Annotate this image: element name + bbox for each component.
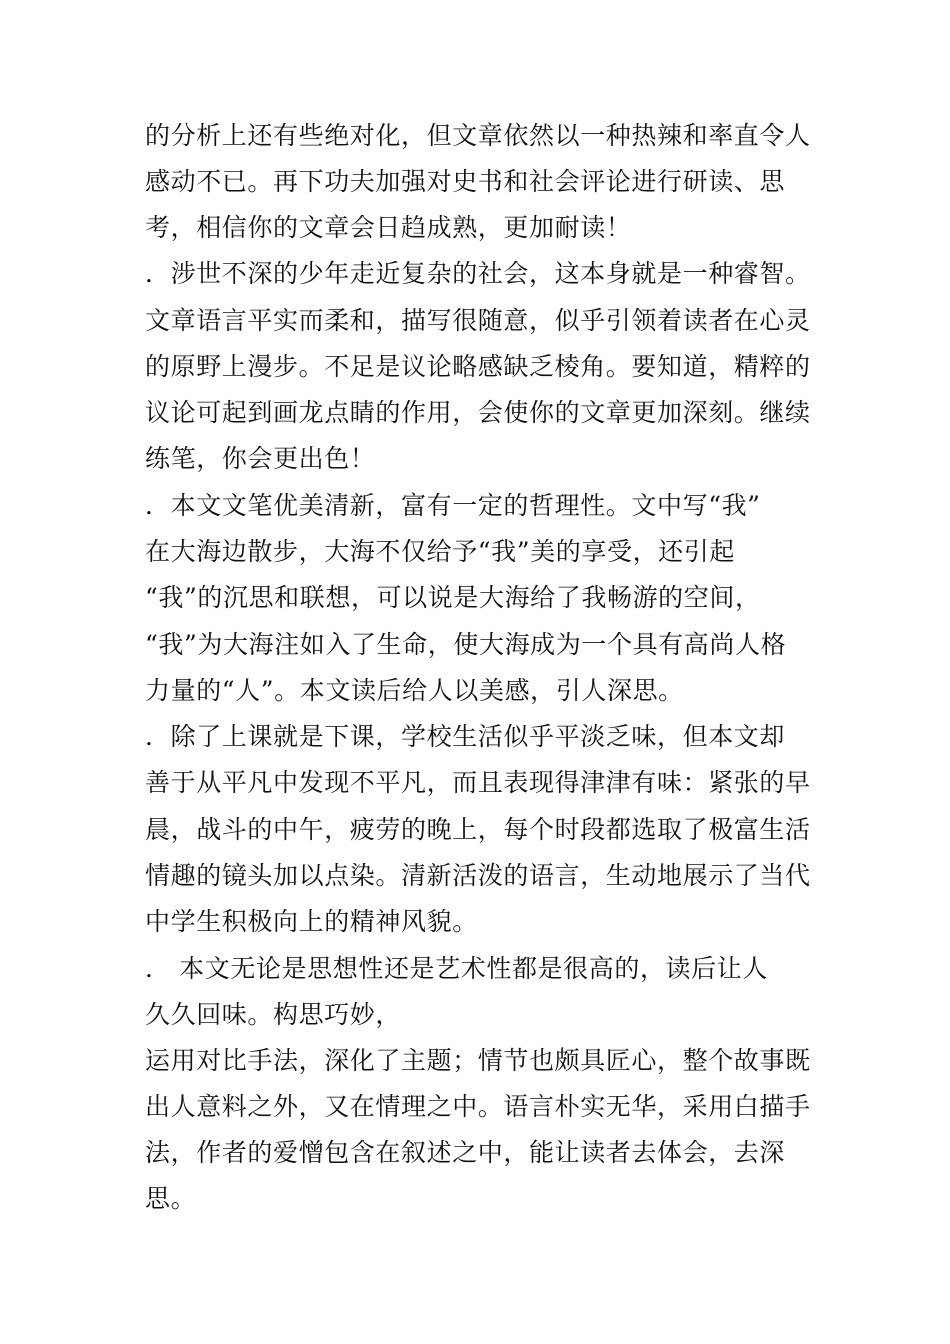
text-line: 久久回味。构思巧妙， (145, 1000, 402, 1029)
text-line: 考，相信你的文章会日趋成熟，更加耐读！ (145, 213, 632, 242)
text-line: 出人意料之外，又在情理之中。语言朴实无华，采用白描手 (145, 1092, 811, 1121)
text-line: 思。 (145, 1184, 197, 1213)
text-line: “我”的沉思和联想，可以说是大海给了我畅游的空间， (145, 583, 761, 612)
text-line: 议论可起到画龙点睛的作用，会使你的文章更加深刻。继续 (145, 398, 811, 427)
text-line: 文章语言平实而柔和，描写很随意，似乎引领着读者在心灵 (145, 306, 811, 335)
text-line: ． 本文无论是思想性还是艺术性都是很高的，读后让人 (145, 954, 768, 983)
text-line: “我”为大海注如入了生命，使大海成为一个具有高尚人格 (145, 630, 787, 659)
text-line: ．涉世不深的少年走近复杂的社会，这本身就是一种睿智。 (145, 259, 811, 288)
text-line: ．除了上课就是下课，学校生活似乎平淡乏味，但本文却 (145, 722, 786, 751)
text-line: 晨，战斗的中午，疲劳的晚上，每个时段都选取了极富生活 (145, 815, 811, 844)
text-line: 法，作者的爱憎包含在叙述之中，能让读者去体会，去深 (145, 1138, 786, 1167)
text-line: 力量的“人”。本文读后给人以美感，引人深思。 (145, 676, 684, 705)
text-line: 的原野上漫步。不足是议论略感缺乏棱角。要知道，精粹的 (145, 352, 811, 381)
text-line: 中学生积极向上的精神风貌。 (145, 907, 478, 936)
text-line: 善于从平凡中发现不平凡，而且表现得津津有味：紧张的早 (145, 768, 811, 797)
text-line: ．本文文笔优美清新，富有一定的哲理性。文中写“我” (145, 491, 761, 520)
text-line: 运用对比手法，深化了主题；情节也颇具匠心，整个故事既 (145, 1046, 811, 1075)
text-line: 的分析上还有些绝对化，但文章依然以一种热辣和率直令人 (145, 121, 811, 150)
text-line: 感动不已。再下功夫加强对史书和社会评论进行研读、思 (145, 167, 786, 196)
text-line: 练笔，你会更出色！ (145, 444, 376, 473)
text-line: 情趣的镜头加以点染。清新活泼的语言，生动地展示了当代 (145, 861, 811, 890)
text-line: 在大海边散步，大海不仅给予“我”美的享受，还引起 (145, 537, 735, 566)
